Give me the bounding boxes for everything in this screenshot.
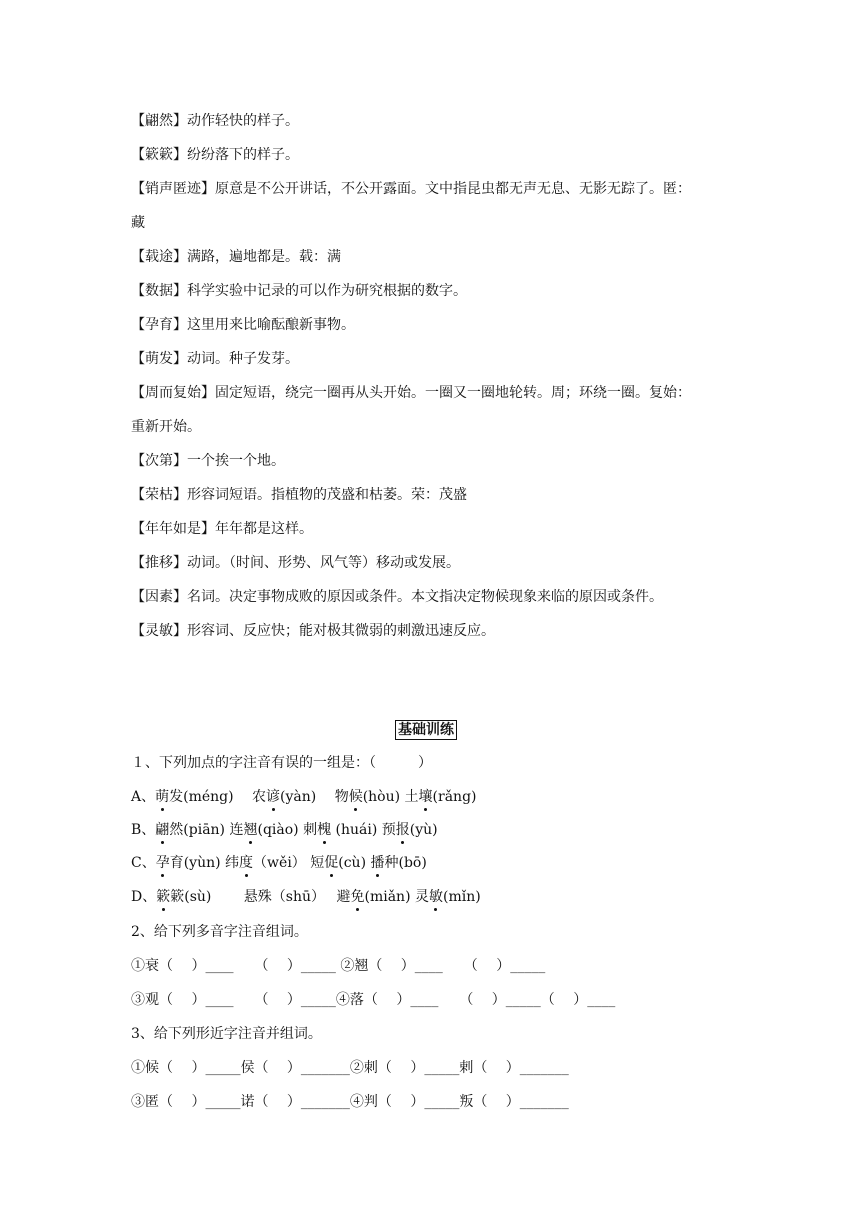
dotted-character: 孕 bbox=[155, 855, 170, 871]
dotted-character: 翩 bbox=[155, 822, 170, 838]
option-text: 然(piān) 连 bbox=[169, 822, 244, 838]
vocab-entry: 【萌发】动词。种子发芽。 bbox=[131, 351, 299, 367]
dotted-character: 谚 bbox=[266, 789, 281, 805]
option-text: C、 bbox=[131, 855, 156, 871]
question-1-option-b bbox=[131, 820, 741, 840]
dotted-character: 翘 bbox=[243, 822, 258, 838]
dotted-character: 萌 bbox=[155, 789, 170, 805]
question-1-stem: １、下列加点的字注音有误的一组是：（ ） bbox=[131, 755, 432, 771]
vocab-entry: 【孕育】这里用来比喻酝酿新事物。 bbox=[131, 317, 355, 333]
dotted-character: 度 bbox=[239, 855, 254, 871]
vocab-entry-continued: 重新开始。 bbox=[131, 419, 201, 435]
option-text: (mǐn) bbox=[442, 889, 481, 905]
question-1-option-d bbox=[131, 887, 741, 907]
dotted-character: 候 bbox=[348, 789, 363, 805]
question-2-blank-line: ③观（ ）____ （ ）_____④落（ ）____ （ ）_____（ ）____ bbox=[131, 992, 616, 1008]
option-text: (huái) 预 bbox=[331, 822, 396, 838]
option-text: (yù) bbox=[409, 822, 438, 838]
option-text: B、 bbox=[131, 822, 156, 838]
option-text: (yàn) 物 bbox=[280, 789, 349, 805]
vocab-entry: 【载途】满路，遍地都是。载：满 bbox=[131, 249, 341, 265]
dotted-character: 免 bbox=[350, 889, 365, 905]
question-2-blank-line: ①衰（ ）____ （ ）_____ ②翘（ ）____ （ ）_____ bbox=[131, 958, 546, 974]
option-text: 簌(sù) 悬殊（shū） 避 bbox=[170, 889, 351, 905]
option-text: (rǎng) bbox=[432, 789, 477, 805]
vocab-entry: 【翩然】动作轻快的样子。 bbox=[131, 113, 299, 129]
option-text: A、 bbox=[131, 789, 156, 805]
question-1-option-c bbox=[131, 853, 741, 873]
dotted-character: 簌 bbox=[156, 889, 171, 905]
section-heading: 基础训练 bbox=[395, 720, 457, 740]
option-text: D、 bbox=[131, 889, 157, 905]
question-1-option-a bbox=[131, 787, 741, 807]
question-2-stem: 2、给下列多音字注音组词。 bbox=[131, 924, 308, 940]
question-3-blank-line: ③匿（ ）_____诺（ ）_______④判（ ）_____叛（ ）_______ bbox=[131, 1094, 569, 1110]
dotted-character: 播 bbox=[370, 855, 385, 871]
option-text: (miǎn) 灵 bbox=[364, 889, 429, 905]
option-text: （wěi） 短 bbox=[253, 855, 325, 871]
option-text: (qiào) 刺 bbox=[257, 822, 318, 838]
dotted-character: 报 bbox=[395, 822, 410, 838]
vocab-entry: 【簌簌】纷纷落下的样子。 bbox=[131, 147, 299, 163]
vocab-entry: 【灵敏】形容词、反应快；能对极其微弱的刺激迅速反应。 bbox=[131, 623, 495, 639]
question-3-blank-line: ①候（ ）_____侯（ ）_______②刺（ ）_____剌（ ）_______ bbox=[131, 1060, 569, 1076]
dotted-character: 敏 bbox=[428, 889, 443, 905]
vocab-entry: 【年年如是】年年都是这样。 bbox=[131, 521, 313, 537]
vocab-entry-continued: 藏 bbox=[131, 215, 145, 231]
dotted-character: 促 bbox=[324, 855, 339, 871]
vocab-entry: 【数据】科学实验中记录的可以作为研究根据的数字。 bbox=[131, 283, 467, 299]
vocab-entry: 【销声匿迹】原意是不公开讲话，不公开露面。文中指昆虫都无声无息、无影无踪了。匿： bbox=[131, 181, 691, 197]
option-text: 育(yùn) 纬 bbox=[169, 855, 240, 871]
vocab-entry: 【次第】一个挨一个地。 bbox=[131, 453, 285, 469]
option-text: 发(méng) 农 bbox=[169, 789, 267, 805]
option-text: 种(bō) bbox=[384, 855, 427, 871]
option-text: (hòu) 土 bbox=[362, 789, 419, 805]
vocab-entry: 【周而复始】固定短语，绕完一圈再从头开始。一圈又一圈地轮转。周；环绕一圈。复始： bbox=[131, 385, 691, 401]
vocab-entry: 【因素】名词。决定事物成败的原因或条件。本文指决定物候现象来临的原因或条件。 bbox=[131, 589, 663, 605]
option-text: (cù) bbox=[338, 855, 371, 871]
vocab-entry: 【荣枯】形容词短语。指植物的茂盛和枯萎。荣：茂盛 bbox=[131, 487, 467, 503]
dotted-character: 壤 bbox=[418, 789, 433, 805]
question-3-stem: 3、给下列形近字注音并组词。 bbox=[131, 1026, 322, 1042]
dotted-character: 槐 bbox=[317, 822, 332, 838]
vocab-entry: 【推移】动词。（时间、形势、风气等）移动或发展。 bbox=[131, 555, 460, 571]
